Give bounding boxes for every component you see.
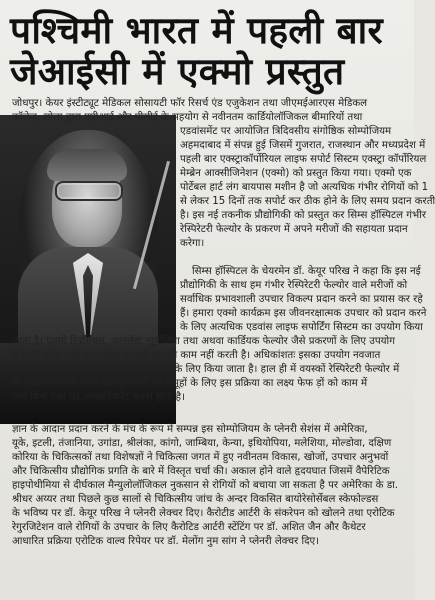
body-line: के भविष्य पर डॉ. केयूर परिख ने प्लेनरी लेक्चर दिए। कैरोटीड आर्टरी के संकरेपन को खोलने तथा एरोटिक <box>12 508 395 519</box>
body-line: हैं। हमारा एक्मो कार्यक्रम इस जीवनरक्षात्मक उपचार को प्रदान करने <box>180 308 427 319</box>
body-line: जोधपुर। केयर इंस्टीट्यूट मेडिकल सोसायटी फॉर रिसर्च एंड एजुकेशन तथा जीएमईआरएस मेडिकल <box>12 98 368 109</box>
body-line: पहली बार एक्स्ट्राकॉर्पोरियल लाइफ सपोर्ट सिस्टम एक्स्ट्रा कॉर्पोरियल <box>180 154 427 165</box>
body-line: के लिए अत्यधिक एडवांस लाइफ सपोर्टिंग सिस्टम का उपयोग किया <box>180 322 423 333</box>
body-line: ज्ञान के आदान प्रदान करने के मंच के रूप में सम्पन्न इस सोम्पोजियम के प्लेनरी सेशंस में अमेरिका, <box>12 424 368 435</box>
body-line: सिम्स हॉस्पिटल के चेयरमेन डॉ. केयूर परिख ने कहा कि इस नई <box>192 266 421 277</box>
body-line: अहमदाबाद में संपन्न हुई जिसमें गुजरात, राजस्थान और मध्यप्रदेश में <box>180 140 426 151</box>
body-line: भी इसका उपयोग किया गया है। दोनों वर्ग समूहों के लिए इस प्रक्रिया का लक्ष्य फेफ ड़ों को काम में <box>12 378 368 389</box>
body-line: रेगुरजिटेशन वाले रोगियों के उपचार के लिए कैरोटिड आर्टरी स्टेंटिंग पर डॉ. अशित जैन और कैथेटर <box>12 522 366 533</box>
body-line: यूके, इटली, तंजानिया, उगांडा, श्रीलंका, कांगो, जाम्बिया, केन्या, इथियोपिया, मलेशिया, मोल्डोवा, दक्षिण <box>12 438 392 449</box>
headline-line-1: पश्चिमी भारत में पहली बार <box>10 9 383 52</box>
body-line: और चिकित्सीय प्रौद्योगिक प्रगति के बारे में विस्तृत चर्चा की। अकाल होने वाले हृदयघात जिसमें वैपेरिटिक <box>12 466 390 477</box>
body-line: आधारित प्रक्रिया एरोटिक वाल्व रिपेयर पर डॉ. मेलोंग नुम सांग ने प्लेनरी लेक्चर दिए। <box>12 536 320 547</box>
body-line: हाइपोथीमिया से दीर्घकाल मैन्युलोलॉजिकल नुकसान से रोगियों को बचाया जा सकता है पर अमेरिका के डा. <box>12 480 399 491</box>
body-line: पोर्टेबल हार्ट लंग बायपास मशीन है जो अत्यधिक गंभीर रोगियों को 1 <box>180 182 429 193</box>
body-line: रेस्पिरेटरी फेल्योर के प्रकरण में अपने मरीजों की सहायता प्रदान <box>180 224 408 235</box>
body-line: करेगा। <box>180 238 205 249</box>
headline-line-2: जेआईसी में एक्मो प्रस्तुत <box>10 50 345 93</box>
body-line: सर्वाधिक प्रभावशाली उपचार विकल्प प्रदान करने का प्रयास कर रहे <box>180 294 423 305</box>
body-line: लाए बिना रक्त को आक्सीजिनेट करना होता है। <box>12 392 185 403</box>
body-line: रोगियों में गंभीर रेस्पिरेटरी फेल्योर के उपचार के लिए किया जाता है। हाल ही में वयस्कों रेस्पिरेटरी फेल्योर में <box>12 364 400 375</box>
body-line: श्रीधर अय्यर तथा पिछले कुछ सालों से चिकित्सीय जांच के अन्दर विकसित बायोरेसोर्सेबल स्केफोल्डस <box>12 494 379 505</box>
body-line: जाता है। एक्मो रिवर्सिबल, जानलेवा न्यूमोनिया तथा अथवा कार्डियक फेल्योर जैसे प्रकरणों के लिए उपयोग <box>12 336 395 347</box>
body-line: कोरिया के चिकित्सकों तथा विशेषज्ञों ने चिकित्सा जगत में हुए नवीनतम विकास, खोजों, उपचार अनुभवों <box>12 452 389 463</box>
body-line: एडवांसमेंट पर आयोजित त्रिदिवसीय संगोष्ठिक सोम्पोजियम <box>180 126 392 137</box>
body-line: प्रौद्योगिकी के साथ हम गंभीर रेस्पिरेटरी फेल्योर वाले मरीजों को <box>180 280 408 291</box>
body-line: मेम्ब्रेन आक्सीजिनेशन (एक्मो) को प्रस्तुत किया गया। एक्मो एक <box>180 168 412 179</box>
body-line: है। इस नई तकनीक प्रौद्योगिकी को प्रस्तुत कर सिम्स हॉस्पिटल गंभीर <box>180 210 427 221</box>
body-line: कॉलेज, सोला द्वारा एपीआई और पीसीई के सहयोग से नवीनतम कार्डियोलॉजिकल बीमारियों तथा <box>12 112 363 123</box>
body-line: में लाया जाता जहां परम्परागत उपचार प्रणाली काम नहीं करती है। अधिकांशतः इसका उपयोग नवजात <box>12 350 381 361</box>
body-line: से लेकर 15 दिनों तक सपोर्ट कर ठीक होने के लिए समय प्रदान करती <box>180 196 435 207</box>
